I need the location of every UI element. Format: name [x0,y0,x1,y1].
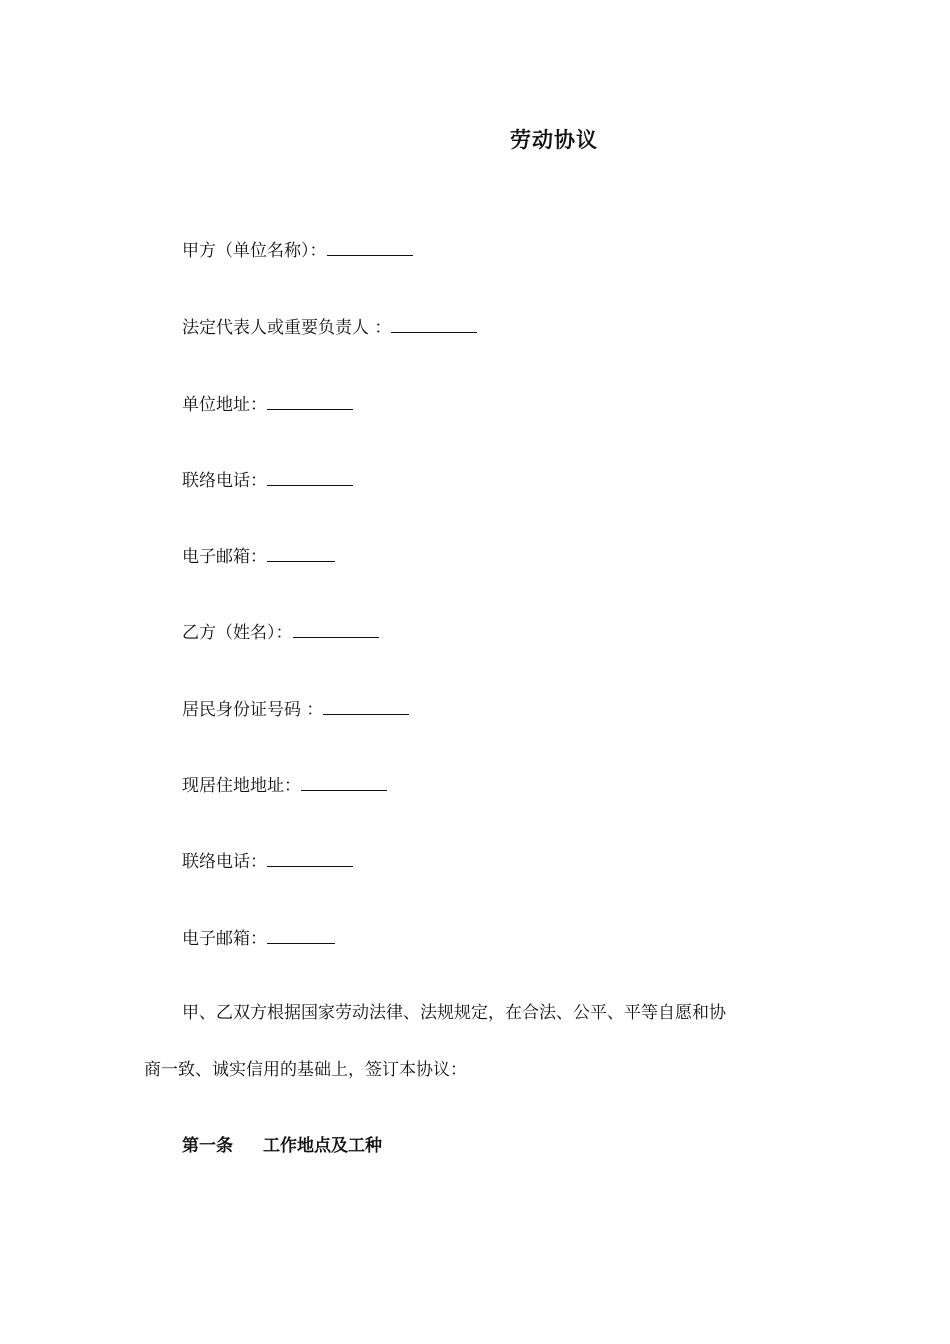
party-b-email-field [182,925,335,951]
party-a-name-field [182,237,413,263]
field-label: 甲方（单位名称）： [182,241,327,261]
party-a-address-field [182,391,353,417]
field-label: 现居住地地址： [182,776,301,796]
fill-blank[interactable] [267,848,353,867]
field-label: 单位地址： [182,395,267,415]
field-label: 电子邮箱： [182,547,267,567]
fill-blank[interactable] [391,314,477,333]
party-a-email-field [182,543,335,569]
intro-paragraph-line-2: 商一致、诚实信用的基础上，签订本协议： [144,1060,467,1080]
party-a-phone-field [182,467,353,493]
fill-blank[interactable] [267,467,353,486]
article-title: 工作地点及工种 [263,1136,382,1156]
article-heading [182,1134,382,1158]
party-b-name-field [182,619,379,645]
fill-blank[interactable] [323,696,409,715]
field-label: 乙方（姓名）： [182,623,293,643]
fill-blank[interactable] [293,619,379,638]
field-label: 联络电话： [182,852,267,872]
article-number: 第一条 [182,1136,233,1156]
fill-blank[interactable] [267,925,335,944]
party-b-address-field [182,772,387,798]
field-label: 电子邮箱： [182,929,267,949]
document-title: 劳动协议 [510,127,598,152]
legal-representative-field [182,314,477,340]
field-label: 联络电话： [182,471,267,491]
intro-paragraph-line-1: 甲、乙双方根据国家劳动法律、法规规定，在合法、公平、平等自愿和协 [182,1003,726,1023]
party-b-id-number-field [182,696,409,722]
fill-blank[interactable] [327,237,413,256]
party-b-phone-field [182,848,353,874]
field-label: 法定代表人或重要负责人 ： [182,318,392,338]
fill-blank[interactable] [267,391,353,410]
fill-blank[interactable] [267,543,335,562]
field-label: 居民身份证号码 ： [182,700,324,720]
fill-blank[interactable] [301,772,387,791]
